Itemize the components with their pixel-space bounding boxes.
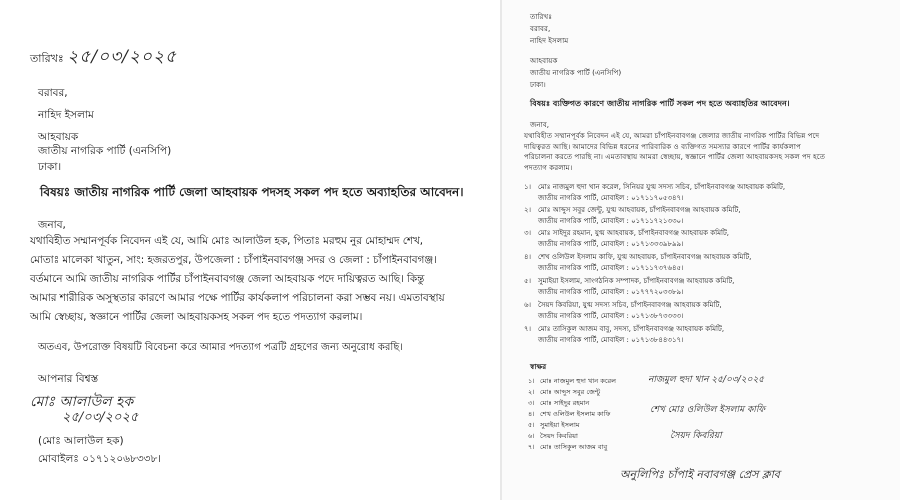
date-handwritten: ২৫/০৩/২০২৫ — [67, 47, 178, 67]
member-contact: জাতীয় নাগরিক পার্টি, মোবাইল : ০১৭১৩৮৭৩৩৩৩। — [538, 311, 684, 320]
subject-line: বিষয়ঃ জাতীয় নাগরিক পার্টি জেলা আহবায়ক পদসহ সকল পদ হতে অব্যাহতির আবেদন। — [40, 185, 464, 199]
member-number: ১। — [524, 183, 532, 191]
date-label: তারিখঃ — [30, 52, 64, 65]
signature-row — [528, 442, 607, 452]
letter-body — [524, 131, 884, 173]
member-details: মোঃ তাসিকুল আজম বাবু, সদস্য, চাঁপাইনবাবগঞ্জ আহবায়ক কমিটি, — [538, 325, 725, 333]
signatures-heading: স্বাক্ষর — [530, 362, 547, 371]
signature-name: মোঃ নাজমুল হুদা খান করেল — [540, 377, 617, 385]
member-number: ৪। — [524, 253, 532, 261]
signer-name: (মোঃ আলাউল হক) — [38, 435, 124, 447]
member-details: মোঃ নাজমুল হুদা খান করেল, সিনিয়র যুগ্ম সদস্য সচিব, চাঁপাইনবাবগঞ্জ আহবায়ক কমিটি, — [538, 183, 786, 191]
member-number: ৬। — [524, 301, 532, 309]
recipient-organization: জাতীয় নাগরিক পার্টি (এনসিপি) — [530, 68, 622, 77]
signature-name: মোঃ তাসিকুল আজম বাবু — [540, 443, 608, 451]
signature-row — [528, 387, 600, 397]
recipient-designation: আহবায়ক — [38, 131, 79, 143]
date-line — [30, 44, 177, 72]
recipient-designation: আহবায়ক — [530, 56, 558, 65]
body-line: যথাবিহীত সম্মানপূর্বক নিবেদন এই যে, আমি মোঃ আলাউল হক, পিতাঃ মরহুম নুর মোহাম্মদ শেখ, — [30, 235, 424, 247]
body-line: বর্তমানে আমি জাতীয় নাগরিক পার্টির চাঁপাইনবাবগঞ্জ জেলা আহবায়ক পদে দায়িত্বরত আছি। কিন্তু — [30, 273, 425, 285]
handwritten-signature: নাজমুল হুদা খান ২৫/০৩/২০২৫ — [648, 375, 765, 385]
handwritten-signature: সৈয়দ কিবরিয়া — [670, 431, 722, 441]
signature-name: মোঃ সাইদুর রহমান — [540, 399, 590, 407]
footer-copy-note: অনুলিপিঃ চাঁপাই নবাবগঞ্জ প্রেস ক্লাব — [620, 468, 780, 481]
member-entry — [524, 252, 751, 273]
member-details: মোঃ সাইদুর রহমান, যুগ্ম আহবায়ক, চাঁপাইনবাবগঞ্জ আহবায়ক কমিটি, — [538, 229, 730, 237]
greeting: জনাব, — [38, 219, 66, 231]
signature-number: ৭। — [528, 443, 535, 451]
signature-name: সৈয়দ কিবরিয়া — [540, 432, 578, 440]
body-line: যথাবিহীত সম্মানপূর্বক নিবেদন এই যে, আমরা চাঁপাইনবাবগঞ্জ জেলার জাতীয় নাগরিক পার্টির বিভিন্ন পদে — [524, 131, 820, 140]
body-line: আমার শারীরিক অসুস্থতার কারণে আমার পক্ষে পার্টির কার্যকলাপ পরিচালনা করা সম্ভব নয়। এমতাবস্থায় — [30, 292, 445, 304]
member-details: শেখ ওলিউল ইসলাম কাফি, যুগ্ম আহবায়ক, চাঁপাইনবাবগঞ্জ আহবায়ক কমিটি, — [538, 253, 752, 261]
recipient-name: নাহিদ ইসলাম — [38, 109, 94, 121]
signature-number: ৩। — [528, 399, 535, 407]
sign-off: আপনার বিশ্বস্ত — [38, 373, 99, 385]
member-details: সৈয়দ কিবরিয়া, যুগ্ম সদস্য সচিব, চাঁপাইনবাবগঞ্জ আহবায়ক কমিটি, — [538, 301, 722, 309]
date-label: তারিখঃ — [530, 12, 553, 21]
scan-edge — [500, 0, 502, 500]
member-number: ৭। — [524, 325, 532, 333]
member-contact: জাতীয় নাগরিক পার্টি, মোবাইল : ০১৭১৩৮৪৪৩১৭। — [538, 335, 684, 344]
signature-row — [528, 398, 589, 408]
handwritten-signature: শেখ মোঃ ওলিউল ইসলাম কাফি — [650, 405, 766, 415]
signature-number: ৬। — [528, 432, 535, 440]
recipient-name: নাহিদ ইসলাম — [530, 36, 569, 45]
signature-name: সুমাইয়া ইসলাম — [540, 421, 580, 429]
subject-line: বিষয়ঃ ব্যক্তিগত কারণে জাতীয় নাগরিক পার্টি সকল পদ হতে অব্যাহতির আবেদন। — [530, 99, 790, 108]
member-entry — [524, 276, 734, 297]
member-number: ৩। — [524, 229, 532, 237]
recipient-organization: জাতীয় নাগরিক পার্টি (এনসিপি) — [38, 145, 172, 157]
member-details: সুমাইয়া ইসলাম, সাংগঠনিক সম্পাদক, চাঁপাইনবাবগঞ্জ আহবায়ক কমিটি, — [538, 277, 735, 285]
closing-request: অতএব, উপরোক্ত বিষয়টি বিবেচনা করে আমার পদত্যাগ পত্রটি গ্রহণের জন্য অনুরোধ করছি। — [38, 342, 403, 353]
recipient-salutation: বরাবর, — [530, 24, 551, 33]
member-contact: জাতীয় নাগরিক পার্টি, মোবাইল : ০১৭১১৭২১৩৩০। — [538, 216, 684, 225]
signature-row — [528, 431, 578, 441]
body-line: পদত্যাগ করলাম। — [524, 162, 573, 172]
signature-name: মোঃ আব্দুস সবুর জেন্টু — [540, 388, 601, 396]
letter-body — [30, 232, 465, 327]
member-entry — [524, 228, 729, 249]
signature-number: ৫। — [528, 421, 535, 429]
signature-number: ১। — [528, 377, 535, 385]
recipient-city: ঢাকা। — [38, 161, 62, 173]
greeting: জনাব, — [530, 120, 550, 129]
member-entry — [524, 205, 740, 226]
signature-name: শেখ ওলিউল ইসলাম কাফি — [540, 410, 611, 418]
body-line: মোতাঃ মালেকা খাতুন, সাং: হজরতপুর, উপজেলা : চাঁপাইনবাবগঞ্জ সদর ও জেলা : চাঁপাইনবাবগঞ্জ। — [30, 254, 437, 266]
member-contact: জাতীয় নাগরিক পার্টি, মোবাইল : ০১৭১৩৩৩৯৮৯৯। — [538, 239, 684, 248]
signature-row — [528, 376, 616, 386]
signature-row — [528, 409, 610, 419]
handwritten-signature: মোঃ আলাউল হক — [30, 394, 134, 410]
signature-number: ৪। — [528, 410, 535, 418]
member-details: মোঃ আব্দুস সবুর জেন্টু, যুগ্ম আহবায়ক, চাঁপাইনবাবগঞ্জ আহবায়ক কমিটি, — [538, 206, 741, 214]
signature-date: ২৫/০৩/২০২৫ — [62, 410, 139, 425]
member-contact: জাতীয় নাগরিক পার্টি, মোবাইল : ০১৭১১৭৩৭৬৪৫। — [538, 263, 684, 272]
member-entry — [524, 182, 785, 203]
signature-row — [528, 420, 580, 430]
body-line: পরিচালনা করতে পারছি না। এমতাবস্থায় আমরা স্বেচ্ছায়, স্বজ্ঞানে পার্টির জেলা আহবায়কসহ সকল পদ হতে — [524, 152, 826, 161]
right-resignation-letter — [500, 0, 900, 500]
body-line: আমি স্বেচ্ছায়, স্বজ্ঞানে পার্টির জেলা আহবায়কসহ সকল পদ হতে পদত্যাগ করলাম। — [30, 311, 363, 323]
member-contact: জাতীয় নাগরিক পার্টি, মোবাইল : ০১৭৭৭২০৩৩৮৯। — [538, 287, 684, 296]
signature-number: ২। — [528, 388, 535, 396]
recipient-city: ঢাকা। — [530, 80, 546, 89]
member-number: ২। — [524, 206, 532, 214]
body-line: দায়িত্বরত আছি। আমাদের বিভিন্ন ধরনের পারিবারিক ও ব্যক্তিগত সমস্যার কারণে পার্টির কার্যকলাপ — [524, 141, 801, 151]
recipient-salutation: বরাবর, — [38, 87, 68, 99]
signer-mobile: মোবাইলঃ ০১৭১২০৬৮৩৩৮। — [38, 453, 162, 465]
member-number: ৫। — [524, 277, 532, 285]
member-entry — [524, 300, 722, 321]
member-contact: জাতীয় নাগরিক পার্টি, মোবাইল : ০১৭১১৭০৫৩৪৭। — [538, 193, 684, 202]
member-entry — [524, 324, 724, 345]
